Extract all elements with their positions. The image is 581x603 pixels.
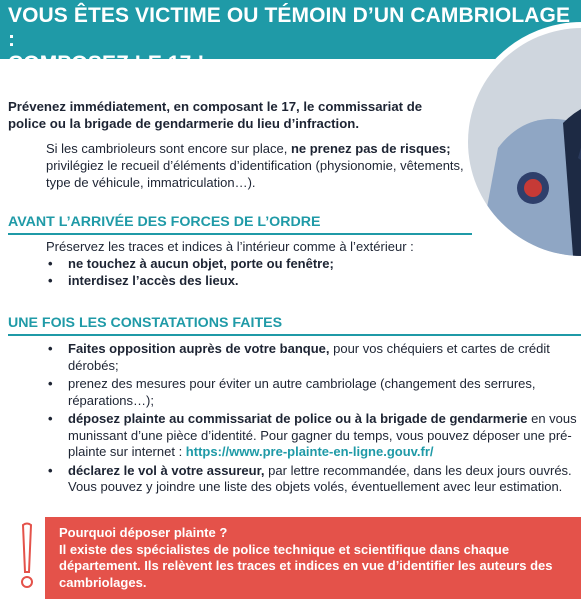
section2-list (46, 341, 581, 498)
list-item (46, 411, 581, 461)
title-line-1: VOUS ÊTES VICTIME OU TÉMOIN D’UN CAMBRIOLAGE : (8, 4, 571, 51)
title-line-2: COMPOSEZ LE 17 ! (8, 52, 205, 75)
header-banner (0, 0, 581, 75)
risk-text-2: privilégiez le recueil d’éléments d’identification (physionomie, vêtements, type de véhicule, immatriculation…). (46, 158, 464, 190)
list-item (46, 463, 581, 496)
section-title-before-arrival: AVANT L’ARRIVÉE DES FORCES DE L’ORDRE (8, 213, 472, 235)
callout-title: Pourquoi déposer plainte ? (59, 525, 228, 540)
list-item (46, 341, 581, 374)
section1-lead: Préservez les traces et indices à l’intérieur comme à l’extérieur : (46, 239, 414, 254)
item4-bold: déclarez le vol à votre assureur, (68, 462, 265, 478)
item3-text: en vous munissant d’une pièce d’identité. Pour gagner du temps, vous pouvez déposer une pré-plainte sur internet : (68, 411, 577, 459)
section-title-after-findings: UNE FOIS LES CONSTATATIONS FAITES (8, 314, 581, 336)
list-item: • interdisez l’accès des lieux. (46, 273, 456, 290)
list-item: • ne touchez à aucun objet, porte ou fenêtre; (46, 256, 456, 273)
item1-text: pour vos chéquiers et cartes de crédit dérobés; (68, 341, 550, 373)
pre-plainte-link[interactable]: https://www.pre-plainte-en-ligne.gouv.fr/ (185, 444, 434, 459)
item3-bold: déposez plainte au commissariat de police ou à la brigade de gendarmerie (68, 411, 528, 426)
risk-text-bold: ne prenez pas de risques; (290, 141, 451, 156)
callout-box (45, 517, 581, 599)
section1-list (46, 256, 456, 289)
intro-paragraph: Prévenez immédiatement, en composant le 17, le commissariat de police ou la brigade de gendarmerie du lieu d’infraction. (8, 99, 423, 131)
exclamation-icon (14, 522, 40, 592)
list-item: • prenez des mesures pour éviter un autre cambriolage (changement des serrures, réparations…); (46, 376, 581, 409)
item4-text: par lettre recommandée, dans les deux jours ouvrés. Vous pouvez y joindre une liste des objets volés, éventuellement avec leur estimation. (68, 462, 572, 494)
item1-bold: Faites opposition auprès de votre banque, (68, 341, 330, 356)
risk-paragraph (46, 140, 466, 191)
risk-text-1: Si les cambrioleurs sont encore sur place, (46, 141, 291, 156)
callout-body: Il existe des spécialistes de police technique et scientifique dans chaque département. Ils relèvent les traces et indices en vue d’identifier les auteurs des cambriolages. (59, 541, 553, 590)
